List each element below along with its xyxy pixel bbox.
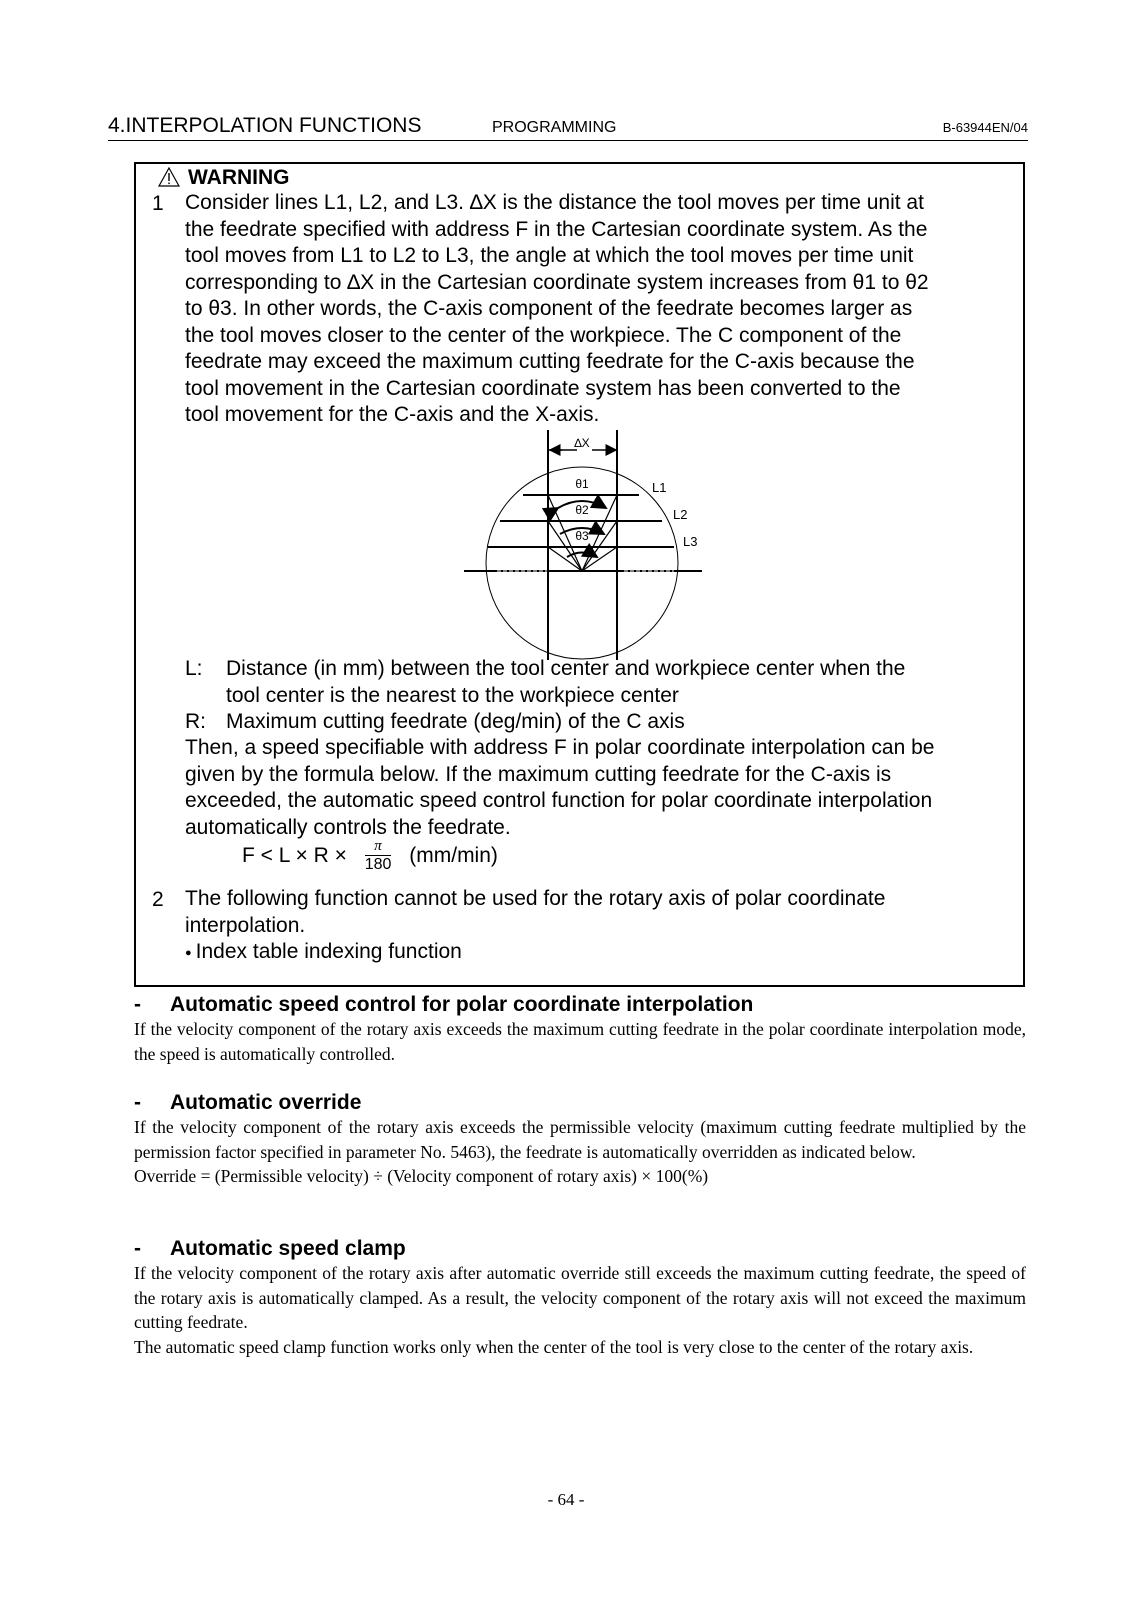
svg-text:L1: L1: [652, 480, 667, 495]
svg-text:θ3: θ3: [575, 529, 589, 543]
section-heading: - Automatic override: [134, 1091, 362, 1114]
warning-title: WARNING: [158, 166, 290, 190]
item-number: 2: [152, 888, 164, 911]
warning-triangle-icon: [158, 167, 180, 187]
bullet-item: ● Index table indexing function: [185, 940, 462, 963]
definition-L: Distance (in mm) between the tool center and workpiece center when the tool center is the nearest to the workpiece center: [226, 657, 906, 707]
section-automatic-override: - Automatic override If the velocity component of the rotary axis exceeds the permissible velocity (maximum cutting feedrate multiplied by the permission factor specified in parameter No. 5463), the feedrate is automatically overridden as indicated below. Override = (Permissible velocity) ÷ (Velocity component of rotary axis) × 100(%): [134, 1091, 1026, 1186]
section-heading: - Automatic speed clamp: [134, 1237, 406, 1260]
definition-key-L: L:: [185, 657, 203, 680]
definition-key-R: R:: [185, 710, 206, 733]
section-automatic-speed-clamp: - Automatic speed clamp If the velocity component of the rotary axis after automatic override still exceeds the maximum cutting feedrate, the speed of the rotary axis is automatically clamped. As a result, the velocity component of the rotary axis will not exceed the maximum cutting feedrate. The automatic speed clamp function works only when the center of the tool is very close to the center of the rotary axis.: [134, 1237, 1026, 1357]
svg-text:L3: L3: [683, 534, 698, 549]
item-number: 1: [152, 192, 164, 215]
warning-box: [134, 162, 1025, 987]
chapter-title: 4.INTERPOLATION FUNCTIONS: [108, 114, 422, 137]
then-paragraph: Then, a speed specifiable with address F in polar coordinate interpolation can be given by the formula below. If the maximum cutting feedrate for the C-axis is exceeded, the automatic speed control function for polar coordinate interpolation automatically controls the feedrate.: [185, 736, 935, 839]
bullet-icon: ●: [185, 947, 192, 959]
document-code: B-63944EN/04: [942, 120, 1028, 135]
feedrate-formula: F < L × R × $\frac{\pi}{180}$ (mm/min): [242, 838, 498, 873]
warning-item-1-text: Consider lines L1, L2, and L3. ∆X is the distance the tool moves per time unit at the feedrate specified with address F in the Cartesian coordinate system. As the tool moves from L1 to L2 to L3, the angle at which the tool moves per time unit corresponding to ∆X in the Cartesian coordinate system increases from θ1 to θ2 to θ3. In other words, the C-axis component of the feedrate becomes larger as the tool moves closer to the center of the workpiece. The C component of the feedrate may exceed the maximum cutting feedrate for the C-axis because the tool movement in the Cartesian coordinate system has been converted to the tool movement for the C-axis and the X-axis.: [185, 191, 929, 426]
definition-R: Maximum cutting feedrate (deg/min) of the C axis: [226, 710, 685, 733]
section-automatic-speed-control: - Automatic speed control for polar coordinate interpolation If the velocity component of the rotary axis exceeds the maximum cutting feedrate in the polar coordinate interpolation mode, the speed is automatically controlled.: [134, 993, 1026, 1064]
svg-text:θ2: θ2: [575, 503, 589, 517]
section-label: PROGRAMMING: [492, 119, 617, 136]
svg-text:∆X: ∆X: [574, 436, 590, 450]
pi-over-180-fraction: $\frac{\pi}{180}$: [364, 838, 392, 873]
polar-interpolation-diagram: [442, 430, 702, 660]
warning-item-2-text: The following function cannot be used for the rotary axis of polar coordinate interpolation. ● Index table indexing function: [185, 886, 1015, 967]
svg-text:L2: L2: [673, 507, 688, 522]
svg-text:θ1: θ1: [575, 477, 589, 491]
section-heading: - Automatic speed control for polar coordinate interpolation: [134, 993, 754, 1016]
page-number: - 64 -: [547, 1490, 585, 1509]
page-header: [108, 114, 1028, 141]
